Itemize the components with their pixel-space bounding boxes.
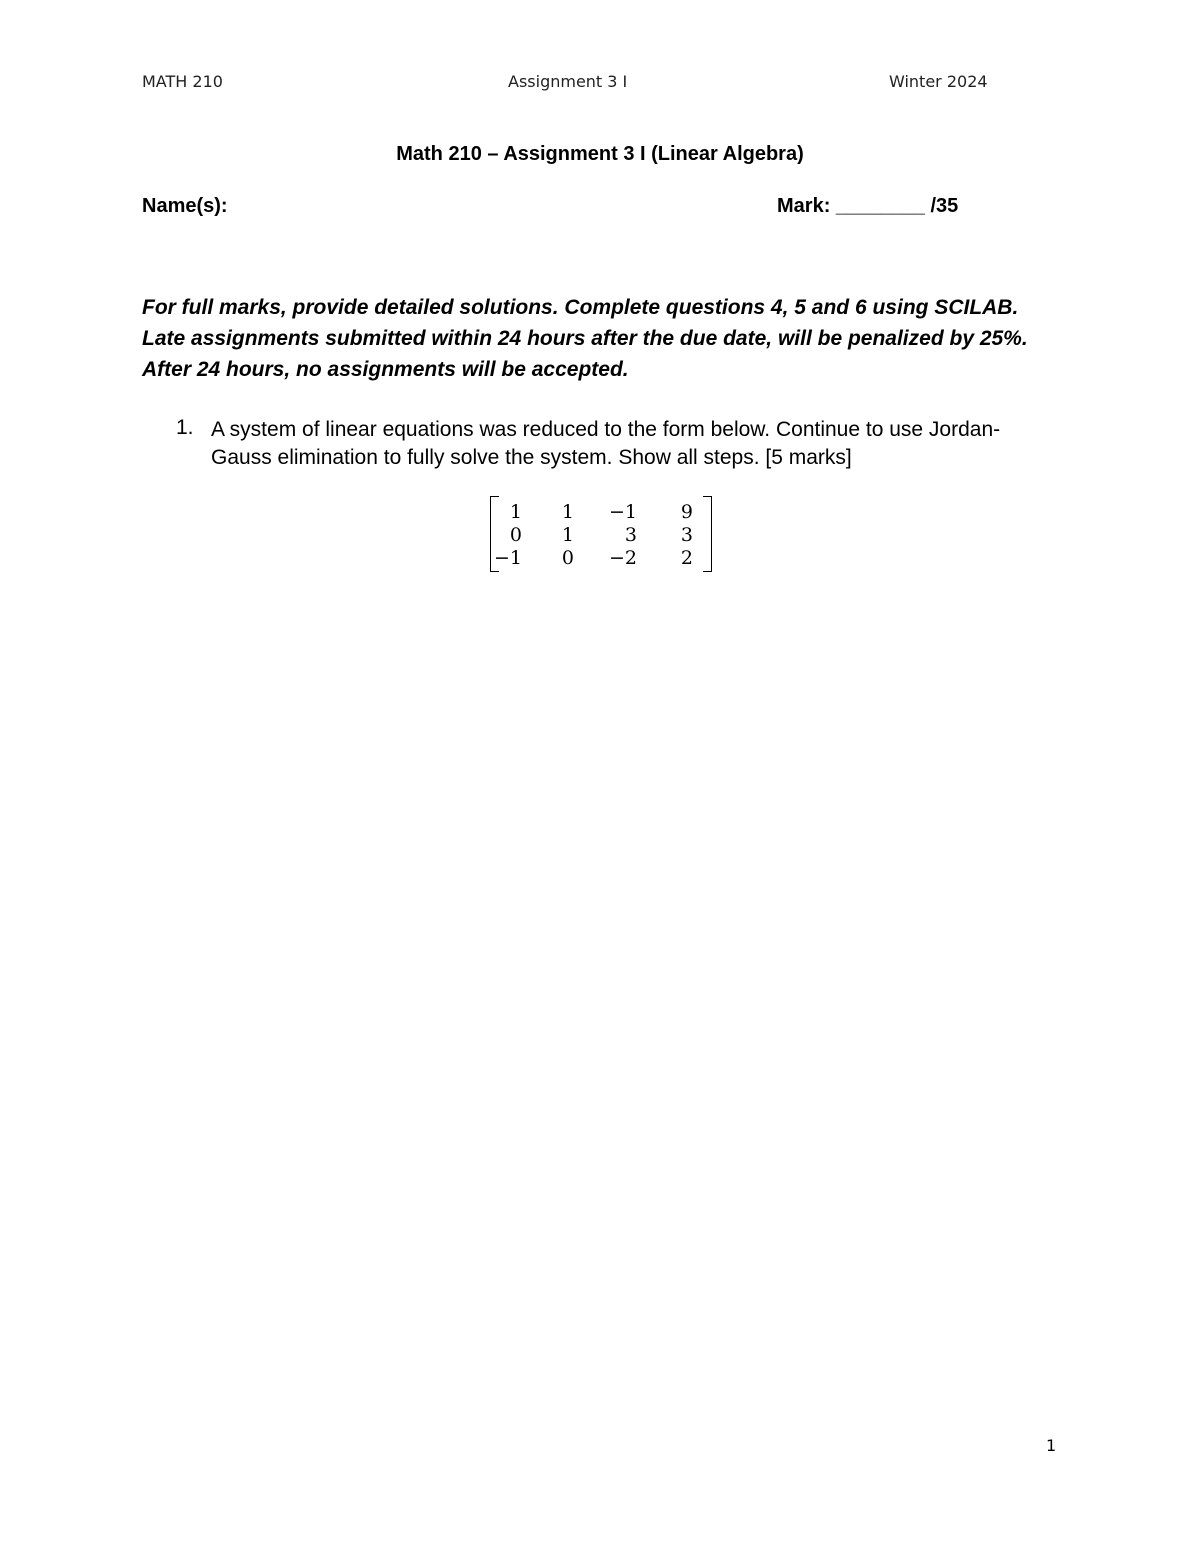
augmented-matrix xyxy=(490,494,712,574)
question-1-text: A system of linear equations was reduced to the form below. Continue to use Jordan-Gauss elimination to fully solve the system. Show all steps. [5 marks] xyxy=(211,418,1001,469)
matrix-cell-r3c1: −1 xyxy=(493,547,522,569)
matrix-cell-r3c4: 2 xyxy=(680,547,693,569)
right-bracket xyxy=(703,496,712,572)
mark-label: Mark: ________ /35 xyxy=(777,195,959,217)
matrix-cell-r1c2: 1 xyxy=(561,501,574,523)
matrix-cell-r2c4: 3 xyxy=(680,524,693,546)
matrix-cell-r3c2: 0 xyxy=(561,547,574,569)
instructions: For full marks, provide detailed solutions. Complete questions 4, 5 and 6 using SCILAB. Late assignments submitted within 24 hours after the due date, will be penalized by 25%. After 24 hours, no assignments will be accepted. xyxy=(142,296,1028,381)
matrix-cell-r2c1: 0 xyxy=(509,524,522,546)
header-term: Winter 2024 xyxy=(889,72,988,91)
matrix-cell-r2c2: 1 xyxy=(561,524,574,546)
matrix-cell-r2c3: 3 xyxy=(624,524,637,546)
matrix-cell-r1c1: 1 xyxy=(509,501,522,523)
header-course: MATH 210 xyxy=(142,72,223,91)
matrix-cell-r1c4: 9 xyxy=(680,501,693,523)
matrix-cell-r3c3: −2 xyxy=(608,547,637,569)
page-number: 1 xyxy=(1046,1436,1057,1455)
names-label: Name(s): xyxy=(142,195,228,217)
matrix-cell-r1c3: −1 xyxy=(608,501,637,523)
question-1-number: 1. xyxy=(176,416,194,439)
document-title: Math 210 – Assignment 3 I (Linear Algebra) xyxy=(396,143,804,165)
header-assignment: Assignment 3 I xyxy=(508,72,628,91)
